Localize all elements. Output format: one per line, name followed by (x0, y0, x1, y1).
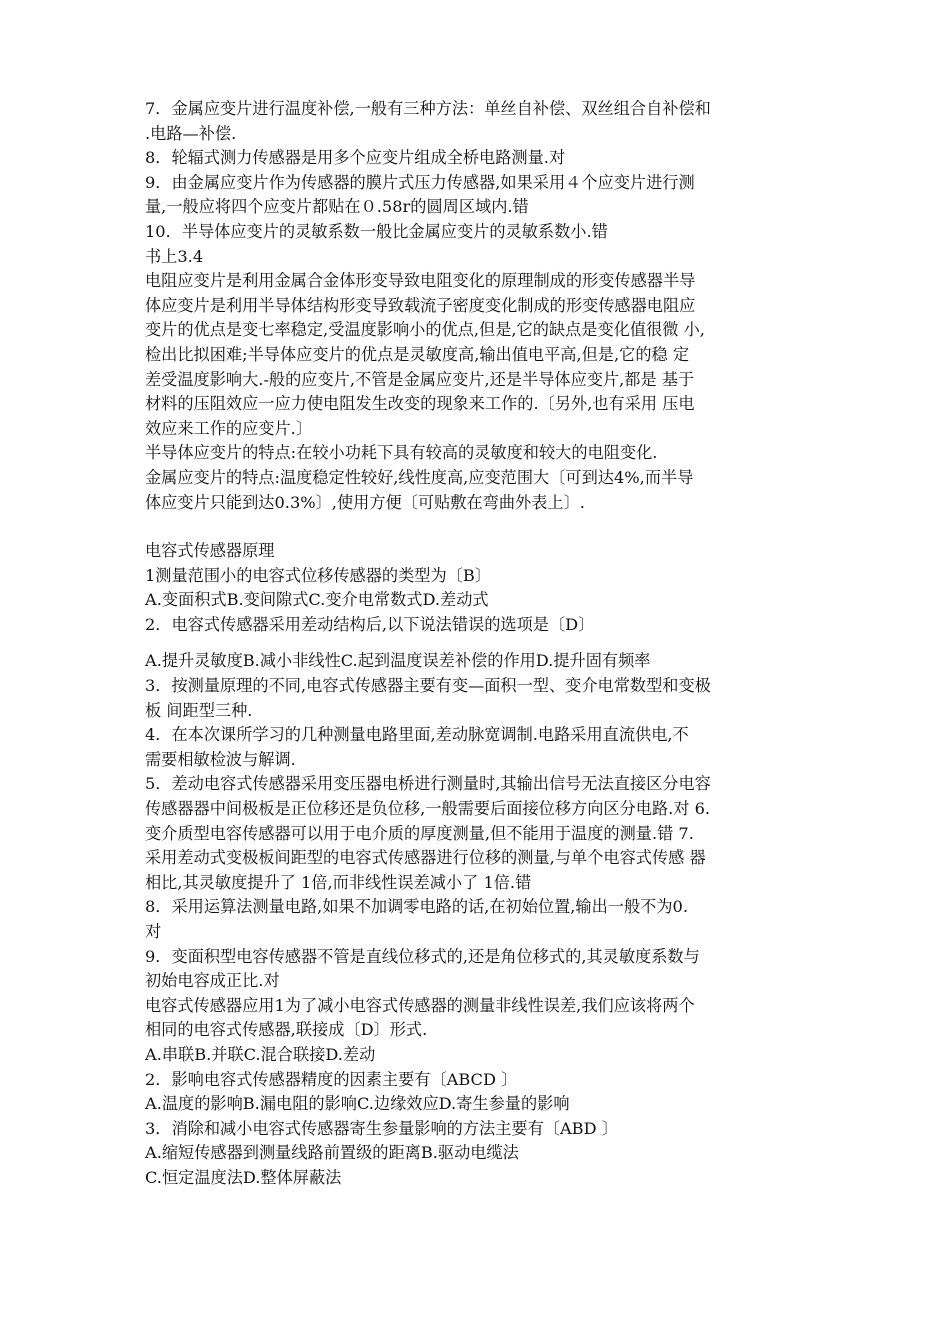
text-line: 3．消除和减小电容式传感器寄生参量影响的方法主要有〔ABD 〕 (145, 1118, 618, 1138)
strain-gauge-section (145, 97, 825, 515)
text-line: 书上3.4 (145, 246, 204, 266)
text-line: 板 间距型三种. (145, 700, 253, 720)
text-line: A.缩短传感器到测量线路前置级的距离B.驱动电缆法 (145, 1143, 519, 1163)
text-line: A.温度的影响B.漏电阻的影响C.边缘效应D.寄生参量的影响 (145, 1094, 570, 1114)
text-line: 对 (145, 922, 162, 941)
section-gap (145, 515, 825, 539)
text-line: 量,一般应将四个应变片都贴在０.58r的圆周区域内.错 (145, 197, 529, 217)
text-line: 4．在本次课所学习的几种测量电路里面,差动脉宽调制.电路采用直流供电,不 (145, 725, 689, 745)
text-line: 相同的电容式传感器,联接成〔D〕形式. (145, 1020, 428, 1040)
text-line: 金属应变片的特点:温度稳定性较好,线性度高,应变范围大〔可到达4%,而半导 (145, 467, 694, 487)
text-line: 体应变片只能到达0.3%〕,使用方便〔可贴敷在弯曲外表上〕. (145, 492, 585, 512)
text-line: 5．差动电容式传感器采用变压器电桥进行测量时,其输出信号无法直接区分电容 (145, 774, 711, 794)
text-line: 半导体应变片的特点:在较小功耗下具有较高的灵敏度和较大的电阻变化. (145, 443, 658, 463)
text-line: 采用差动式变极板间距型的电容式传感器进行位移的测量,与单个电容式传感 器 (145, 848, 706, 868)
text-line: 差受温度影响大.-般的应变片,不管是金属应变片,还是半导体应变片,都是 基于 (145, 369, 695, 389)
text-line: 2．电容式传感器采用差动结构后,以下说法错误的选项是〔D〕 (145, 614, 595, 634)
paragraph-gap (145, 637, 825, 649)
document-page (145, 97, 825, 1191)
text-line: 7．金属应变片进行温度补偿,一般有三种方法：单丝自补偿、双丝组合自补偿和 (145, 99, 711, 118)
text-line: 初始电容成正比.对 (145, 971, 280, 991)
text-line: 体应变片是利用半导体结构形变导致载流子密度变化制成的形变传感器电阻应 (145, 295, 696, 315)
text-line: 电容式传感器原理 (145, 541, 275, 561)
text-line: A.提升灵敏度B.减小非线性C.起到温度误差补偿的作用D.提升固有频率 (145, 651, 651, 671)
text-line: 相比,其灵敏度提升了 1倍,而非线性误差减小了 1倍.错 (145, 872, 532, 892)
text-line: 变片的优点是变七率稳定,受温度影响小的优点,但是,它的缺点是变化值很微 小, (145, 320, 705, 340)
text-line: 10．半导体应变片的灵敏系数一般比金属应变片的灵敏系数小.错 (145, 221, 608, 241)
capacitive-sensor-questions-section (145, 649, 825, 1190)
text-line: 电阻应变片是利用金属合金体形变导致电阻变化的原理制成的形变传感器半导 (145, 271, 696, 291)
text-line: C.恒定温度法D.整体屏蔽法 (145, 1167, 342, 1187)
text-line: 3．按测量原理的不同,电容式传感器主要有变—面积一型、变介电常数型和变极 (145, 676, 711, 696)
text-line: 8．轮辐式测力传感器是用多个应变片组成全桥电路测量.对 (145, 148, 566, 168)
text-line: 2．影响电容式传感器精度的因素主要有〔ABCD 〕 (145, 1069, 518, 1089)
text-line: 8．采用运算法测量电路,如果不加调零电路的话,在初始位置,输出一般不为0. (145, 897, 688, 917)
text-line: 材料的压阻效应一应力使电阻发生改变的现象来工作的.〔另外,也有采用 压电 (145, 394, 695, 414)
text-line: .电路—补偿. (145, 123, 237, 143)
text-line: 9．变面积型电容传感器不管是直线位移式的,还是角位移式的,其灵敏度系数与 (145, 946, 700, 966)
text-line: A.串联B.并联C.混合联接D.差动 (145, 1044, 376, 1064)
capacitive-sensor-principle-section (145, 539, 825, 637)
text-line: 电容式传感器应用1为了减小电容式传感器的测量非线性误差,我们应该将两个 (145, 995, 695, 1015)
text-line: 检出比拟困难;半导体应变片的优点是灵敏度高,输出值电平高,但是,它的稳 定 (145, 344, 690, 364)
text-line: 变介质型电容传感器可以用于电介质的厚度测量,但不能用于温度的测量.错 7. (145, 823, 694, 843)
text-line: A.变面积式B.变间隙式C.变介电常数式D.差动式 (145, 590, 489, 610)
text-line: 传感器器中间极板是正位移还是负位移,一般需要后面接位移方向区分电路.对 6. (145, 799, 711, 819)
text-line: 1测量范围小的电容式位移传感器的类型为〔B〕 (145, 565, 491, 585)
text-line: 9．由金属应变片作为传感器的膜片式压力传感器,如果采用４个应变片进行测 (145, 172, 695, 192)
text-line: 效应来工作的应变片.〕 (145, 418, 313, 438)
text-line: 需要相敏检波与解调. (145, 749, 296, 769)
